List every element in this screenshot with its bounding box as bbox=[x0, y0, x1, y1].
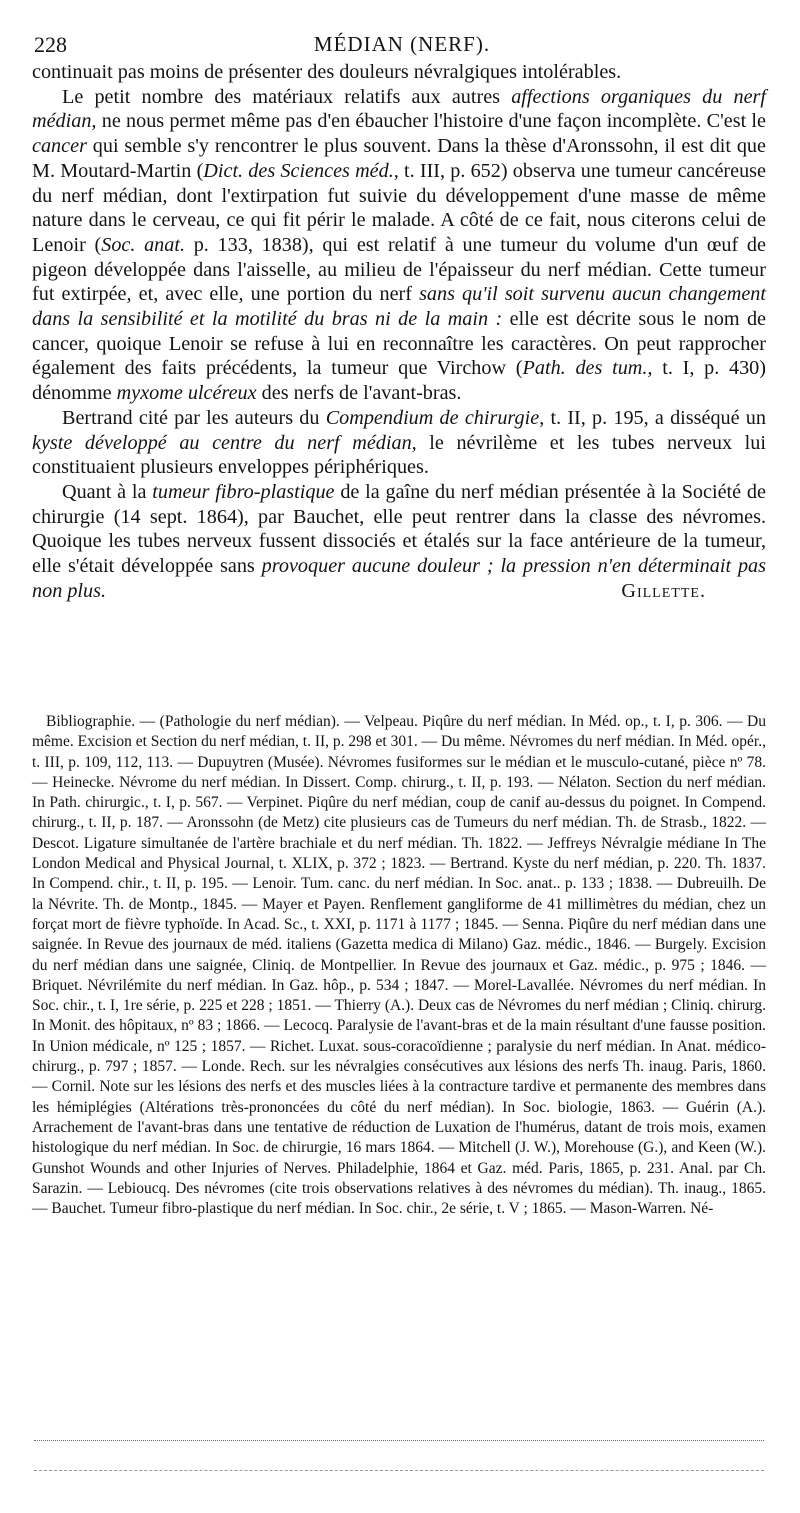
italic-run: kyste développé au centre du nerf médian, bbox=[32, 431, 417, 454]
running-title-main: MÉDIAN bbox=[313, 32, 404, 56]
text-run: ne nous permet même pas d'en ébaucher l'histoire d'une façon incomplète. C'est le bbox=[96, 110, 766, 133]
text-run: de la gaîne du nerf médian présentée à la Société de chirurgie (14 sept. 1864), par Bauchet, elle peut rentrer dans la classe des névromes. Quoique les tubes nerveux fussent dissociés et étalés sur la face antérieure de la tumeur, elle s'était développée sans bbox=[32, 480, 766, 578]
italic-run: Soc. anat. bbox=[101, 233, 186, 256]
text-run: elle est décrite sous le nom de cancer, quoique Lenoir se refuse à lui en reconnaître les caractères. On peut rapprocher également des faits précédents, la tumeur que Virchow ( bbox=[32, 308, 767, 380]
paragraph-1: continuait pas moins de présenter des douleurs névralgiques intolérables. bbox=[32, 61, 622, 83]
text-run: Quant à la bbox=[62, 480, 153, 503]
italic-run: myxome ulcéreux bbox=[116, 382, 257, 405]
text-run: Bertrand cité par les auteurs du bbox=[62, 406, 326, 429]
italic-run: Path. des tum., bbox=[522, 357, 653, 380]
italic-run: provoquer aucune douleur ; la pression n'en déterminait pas non plus. bbox=[32, 555, 767, 602]
text-run: Le petit nombre des matériaux relatifs aux autres bbox=[62, 85, 512, 108]
running-title bbox=[34, 32, 770, 57]
text-run: t. II, p. 195, a disséqué un bbox=[544, 406, 766, 429]
italic-run: cancer bbox=[32, 135, 87, 158]
italic-run: affections organiques du nerf médian, bbox=[32, 85, 766, 133]
paragraph-2 bbox=[32, 85, 766, 406]
footer-divider bbox=[34, 1440, 764, 1451]
text-run: t. III, p. 652) observa une tumeur cancéreuse du nerf médian, dont l'extirpation fut suivie du développement d'une masse de même nature dans le cerveau, ce qui fit périr le malade. A côté de ce fait, nous citerons celui de Lenoir ( bbox=[32, 159, 766, 256]
page-header bbox=[34, 26, 770, 62]
author-signature: Gillette. bbox=[621, 579, 706, 602]
italic-run: Dict. des Sciences méd., bbox=[203, 159, 399, 182]
text-run: des nerfs de l'avant-bras. bbox=[256, 382, 462, 405]
running-title-sub: (NERF). bbox=[410, 32, 491, 56]
page-number: 228 bbox=[34, 32, 67, 57]
italic-run: sans qu'il soit survenu aucun changement dans la sensibilité et la motilité du bras ni de la main : bbox=[32, 283, 767, 331]
article-body bbox=[32, 60, 766, 603]
footer-divider bbox=[34, 1470, 764, 1481]
italic-run: tumeur fibro-plastique bbox=[152, 480, 335, 503]
paragraph-4 bbox=[32, 480, 766, 604]
italic-run: Compendium de chirurgie, bbox=[325, 406, 545, 429]
text-run: p. 133, 1838), qui est relatif à une tumeur du volume d'un œuf de pigeon développée dans l'aisselle, au milieu de l'épaisseur du nerf médian. Cette tumeur fut extirpée, et, avec elle, une portion du nerf bbox=[32, 233, 766, 306]
bibliography-text: Bibliographie. — (Pathologie du nerf médian). — Velpeau. Piqûre du nerf médian. In Méd. op., t. I, p. 306. — Du même. Excision et Section du nerf médian, t. II, p. 298 et 301. — Du même. Névromes du nerf médian. In Méd. opér., t. III, p. 109, 112, 113. — Dupuytren (Musée). Névromes fusiformes sur le médian et le musculo-cutané, pièce nº 78. — Heinecke. Névrome du nerf médian. In Dissert. Comp. chirurg., t. II, p. 193. — Nélaton. Section du nerf médian. In Path. chirurgic., t. I, p. 567. — Verpinet. Piqûre du nerf médian, coup de canif au-dessus du poignet. In Compend. chirurg., t. II, p. 187. — Aronssohn (de Metz) cite plusieurs cas de Tumeurs du nerf médian. Th. de Strasb., 1822. — Descot. Ligature simultanée de l'artère brachiale et du nerf médian. Th. 1822. — Jeffreys Névralgie médiane In The London Medical and Physical Journal, t. XLIX, p. 372 ; 1823. — Bertrand. Kyste du nerf médian, p. 220. Th. 1837. In Compend. chir., t. II, p. 195. — Lenoir. Tum. canc. du nerf médian. In Soc. anat.. p. 133 ; 1838. — Dubreuilh. De la Névrite. Th. de Montp., 1845. — Mayer et Payen. Renflement gangliforme de 41 millimètres du médian, chez un forçat mort de fièvre typhoïde. In Acad. Sc., t. XXI, p. 1171 à 1177 ; 1845. — Senna. Piqûre du nerf médian dans une saignée. In Revue des journaux de méd. italiens (Gazetta medica di Milano) Gaz. médic., 1846. — Burgely. Excision du nerf médian dans une saignée, Cliniq. de Montpellier. In Revue des journaux et Gaz. médic., p. 975 ; 1846. — Briquet. Névrilémite du nerf médian. In Gaz. hôp., p. 534 ; 1847. — Morel-Lavallée. Névromes du nerf médian. In Soc. chir., t. I, 1re série, p. 225 et 228 ; 1851. — Thierry (A.). Deux cas de Névromes du nerf médian ; Cliniq. chirurg. In Monit. des hôpitaux, nº 83 ; 1866. — Lecocq. Paralysie de l'avant-bras et de la main résultant d'une fausse position. In Union médicale, nº 125 ; 1857. — Richet. Luxat. sous-coracoïdienne ; paralysie du nerf médian. In Anat. médico-chirurg., p. 797 ; 1857. — Londe. Rech. sur les névralgies consécutives aux lésions des nerfs Th. inaug. Paris, 1860. — Cornil. Note sur les lésions des nerfs et des muscles liées à la contracture tardive et permanente des membres dans les hémiplégies (Altérations très-prononcées du côté du nerf médian). In Soc. biologie, 1863. — Guérin (A.). Arrachement de l'avant-bras dans une tentative de réduction de Luxation de l'humérus, datant de trois mois, examen histologique du nerf médian. In Soc. de chirurgie, 16 mars 1864. — Mitchell (J. W.), Morehouse (G.), and Keen (W.). Gunshot Wounds and other Injuries of Nerves. Philadelphie, 1864 et Gaz. méd. Paris, 1865, p. 231. Anal. par Ch. Sarazin. — Lebioucq. Des névromes (cite trois observations relatives à des névromes du médian). Th. inaug., 1865. — Bauchet. Tumeur fibro-plastique du nerf médian. In Soc. chir., 2e série, t. V ; 1865. — Mason-Warren. Né- bbox=[32, 713, 766, 1218]
bibliography bbox=[32, 712, 766, 1219]
text-run: le névrilème et les tubes nerveux lui constituaient plusieurs enveloppes périphériques. bbox=[32, 431, 766, 479]
paragraph-3 bbox=[32, 406, 766, 480]
text-run: t. I, p. 430) dénomme bbox=[32, 357, 766, 405]
text-run: qui semble s'y rencontrer le plus souvent. Dans la thèse d'Aronssohn, il est dit que M. Moutard-Martin ( bbox=[32, 135, 766, 182]
